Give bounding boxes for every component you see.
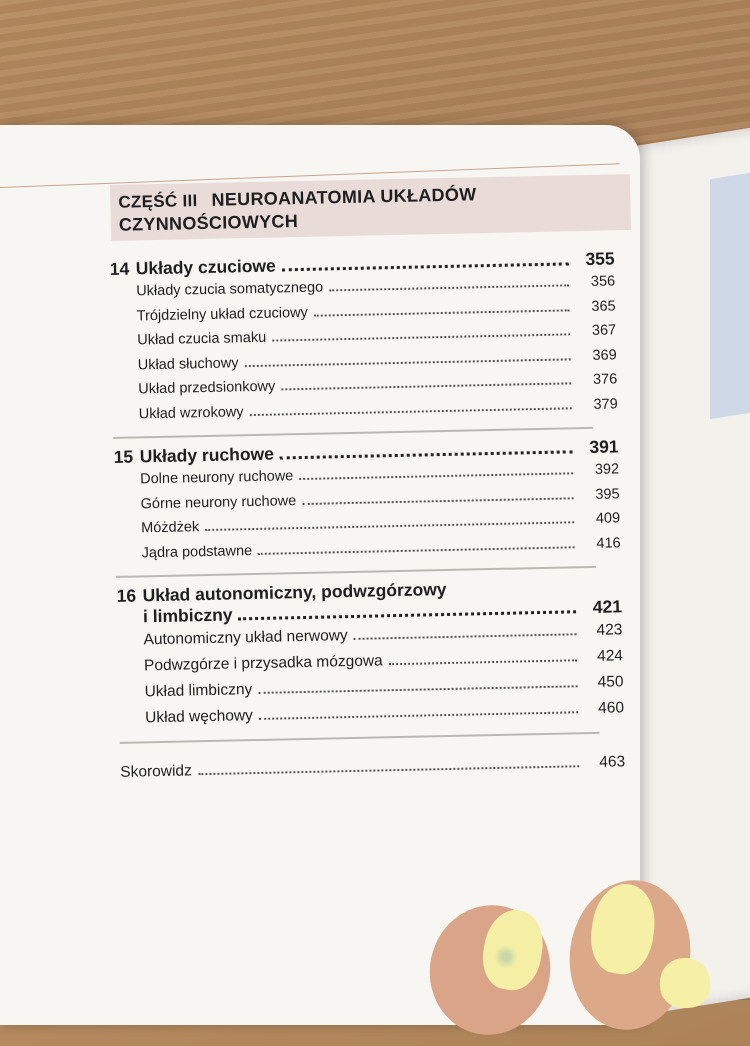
- leader-dots: [302, 497, 573, 505]
- index-title: Skorowidz: [120, 762, 192, 781]
- entry-title: Autonomiczny układ nerwowy: [143, 627, 348, 649]
- leader-dots: [258, 685, 577, 694]
- entry-title: Układ wzrokowy: [138, 403, 244, 422]
- leader-dots: [272, 333, 570, 341]
- chapter-number-spacer: [117, 622, 143, 623]
- leader-dots: [280, 450, 573, 459]
- entry-page: 450: [597, 673, 624, 691]
- chapter-title-line1: Układ autonomiczny, podwzgórzowy: [142, 579, 447, 606]
- entry-page: 423: [596, 621, 623, 639]
- entry-page: 409: [595, 510, 621, 527]
- leader-dots: [250, 407, 572, 416]
- leader-dots: [239, 610, 577, 620]
- leader-dots: [258, 546, 575, 555]
- entry-page: 379: [593, 395, 618, 413]
- entry-page: 367: [591, 322, 617, 339]
- entry-page: 356: [590, 273, 616, 290]
- leader-dots: [259, 711, 578, 720]
- chapter-title-line2: i limbiczny: [142, 604, 233, 627]
- entry-page: 369: [592, 346, 617, 364]
- leader-dots: [245, 358, 571, 367]
- entry-page: 376: [592, 371, 618, 388]
- entry-title: Górne neurony ruchowe: [140, 492, 297, 512]
- chapter-title: Układy ruchowe: [139, 443, 275, 467]
- chapter-number: 15: [113, 446, 134, 467]
- entry-title: Jądra podstawne: [141, 542, 253, 561]
- leader-dots: [354, 633, 577, 640]
- leader-dots: [205, 521, 574, 531]
- entry-title: Dolne neurony ruchowe: [140, 468, 294, 488]
- part-header: [110, 174, 631, 241]
- fingernail: [660, 958, 710, 1008]
- part-title-line1: NEUROANATOMIA UKŁADÓW: [211, 184, 477, 210]
- part-title-line2: CZYNNOŚCIOWYCH: [118, 211, 299, 235]
- entry-title: Trójdzielny układ czuciowy: [136, 304, 309, 324]
- chapter-title: Układy czuciowe: [135, 255, 276, 279]
- chapter-number: 14: [109, 258, 130, 279]
- table-of-contents: [108, 174, 625, 781]
- chapter-number: 16: [116, 585, 137, 606]
- leader-dots: [299, 472, 573, 480]
- entry-page: 392: [594, 461, 620, 478]
- chapter-page: 421: [592, 596, 623, 617]
- chapter-page: 355: [585, 248, 615, 270]
- entry-title: Móżdżek: [141, 519, 200, 537]
- entry-title: Podwzgórze i przysadka mózgowa: [143, 652, 383, 675]
- entry-title: Układy czucia somatycznego: [136, 279, 324, 300]
- leader-dots: [282, 262, 569, 271]
- entry-page: 460: [598, 699, 625, 717]
- index-page: 463: [599, 753, 626, 771]
- leader-dots: [314, 309, 570, 316]
- entry-title: Układ węchowy: [144, 707, 254, 727]
- part-label: CZĘŚĆ III: [118, 191, 198, 212]
- entry-title: Układ limbiczny: [144, 681, 253, 701]
- leader-dots: [329, 284, 569, 291]
- entry-page: 365: [591, 297, 616, 315]
- leader-dots: [281, 382, 571, 390]
- chapter-page: 391: [589, 436, 619, 457]
- entry-title: Układ słuchowy: [137, 354, 239, 373]
- entry-page: 424: [596, 647, 624, 665]
- entry-page: 395: [595, 485, 620, 503]
- facing-page-panel: [710, 170, 750, 420]
- entry-title: Układ czucia smaku: [137, 329, 267, 349]
- entry-page: 416: [596, 534, 621, 552]
- leader-dots: [389, 659, 577, 665]
- entry-title: Układ przedsionkowy: [138, 378, 276, 398]
